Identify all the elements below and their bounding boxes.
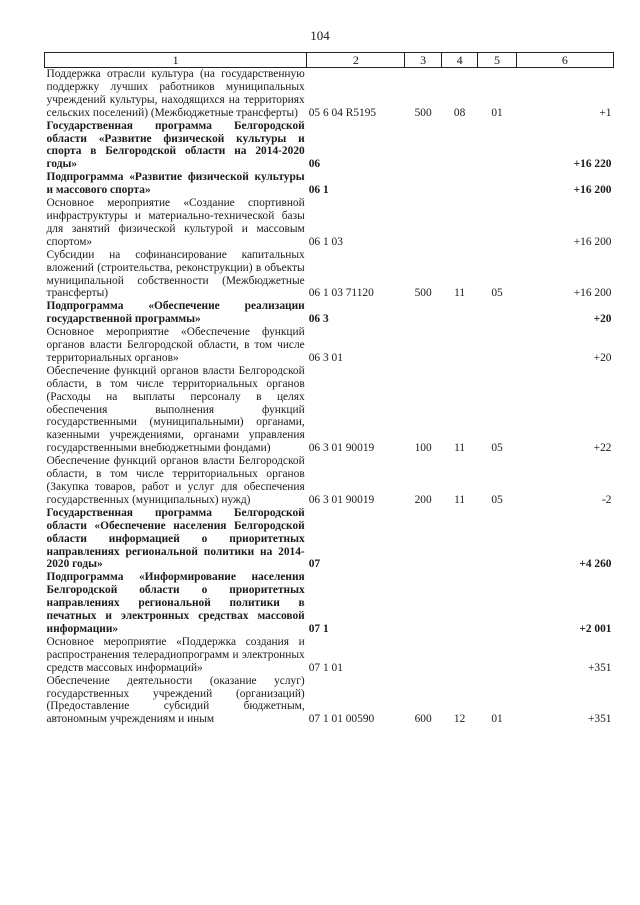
row-amount-cell: +4 260 xyxy=(579,558,612,571)
row-amount-cell: +20 xyxy=(593,351,612,364)
row-col4-cell: 12 xyxy=(453,713,466,726)
row-col3-cell xyxy=(405,571,441,636)
row-amount-cell: +351 xyxy=(587,713,612,726)
row-col3-cell xyxy=(405,326,441,365)
table-row xyxy=(45,300,614,326)
row-col3-cell: 500 xyxy=(414,287,432,300)
row-col3-cell xyxy=(405,507,441,572)
row-col5-cell xyxy=(478,300,516,326)
row-code-cell: 06 3 01 xyxy=(308,351,343,364)
row-col3-cell xyxy=(405,636,441,675)
row-name-cell: Подпрограмма «Развитие физической культуры и массового спорта» xyxy=(46,171,305,197)
row-code-cell: 06 1 xyxy=(308,184,329,197)
row-col5-cell xyxy=(478,571,516,636)
row-name-cell: Подпрограмма «Информирование населения Белгородской области о приоритетных направлениях региональной политики в печатных и электронных средствах массовой информации» xyxy=(46,571,305,635)
row-col5-cell xyxy=(478,636,516,675)
row-code-cell: 06 3 01 90019 xyxy=(308,493,375,506)
row-amount-cell: +2 001 xyxy=(579,622,612,635)
table-row xyxy=(45,507,614,572)
row-col4-cell xyxy=(441,300,477,326)
row-col3-cell: 600 xyxy=(414,713,432,726)
row-col5-cell xyxy=(478,171,516,197)
row-amount-cell: +1 xyxy=(599,106,612,119)
row-col5-cell: 05 xyxy=(491,287,503,300)
row-col4-cell xyxy=(441,571,477,636)
row-col4-cell xyxy=(441,326,477,365)
page-number: 104 xyxy=(310,28,330,43)
row-amount-cell: -2 xyxy=(602,493,612,506)
row-col3-cell: 200 xyxy=(414,493,432,506)
row-name-cell: Поддержка отрасли культура (на государственную поддержку лучших работников муниципальных учреждений культуры, находящихся на территориях сельских поселений) (Межбюджетные трансферты) xyxy=(46,68,305,119)
row-name-cell: Субсидии на софинансирование капитальных вложений (строительства, реконструкции) в объекты муниципальной собственности (Межбюджетные трансферты) xyxy=(46,248,305,300)
row-name-cell: Государственная программа Белгородской области «Развитие физической культуры и спорта в Белгородской области на 2014-2020 годы» xyxy=(46,119,305,171)
row-col5-cell xyxy=(478,326,516,365)
row-col4-cell xyxy=(441,507,477,572)
row-col5-cell: 05 xyxy=(491,493,503,506)
table-row xyxy=(45,249,614,301)
row-col4-cell: 11 xyxy=(454,442,466,455)
row-code-cell: 07 1 01 00590 xyxy=(308,713,375,726)
header-cell-3: 3 xyxy=(405,53,441,68)
row-col5-cell xyxy=(478,507,516,572)
table-row xyxy=(45,197,614,249)
row-name-cell: Основное мероприятие «Создание спортивной инфраструктуры и материально-технической базы для занятий физической культурой и массовым спортом» xyxy=(46,197,305,248)
row-name-cell: Обеспечение функций органов власти Белгородской области, в том числе территориальных органов (Расходы на выплаты персоналу в целях обеспечения выполнения функций государственными (муниципальными) органами, казенными учреждениями, органами управления государственными внебюджетными фондами) xyxy=(46,364,305,455)
row-col4-cell: 11 xyxy=(454,287,466,300)
row-amount-cell: +16 220 xyxy=(573,158,612,171)
row-col3-cell: 100 xyxy=(414,442,432,455)
header-cell-1: 1 xyxy=(45,53,307,68)
row-name-cell: Основное мероприятие «Обеспечение функций органов власти Белгородской области, в том числе территориальных органов» xyxy=(46,326,305,364)
table-row xyxy=(45,68,614,120)
row-code-cell: 06 xyxy=(308,158,321,171)
row-code-cell: 06 3 xyxy=(308,313,329,326)
row-col4-cell: 08 xyxy=(453,106,466,119)
row-name-cell: Обеспечение деятельности (оказание услуг) государственных учреждений (организаций) (Предоставление субсидий бюджетным, автономным учреждениям и иным xyxy=(46,674,305,726)
row-col4-cell xyxy=(441,171,477,197)
row-col3-cell: 500 xyxy=(414,106,432,119)
row-amount-cell: +16 200 xyxy=(573,287,612,300)
row-amount-cell: +16 200 xyxy=(573,235,612,248)
table-row xyxy=(45,365,614,455)
budget-table xyxy=(44,52,614,726)
row-code-cell: 06 1 03 xyxy=(308,235,343,248)
table-header-row xyxy=(45,53,614,68)
table-row xyxy=(45,571,614,636)
header-cell-4: 4 xyxy=(441,53,477,68)
row-col5-cell xyxy=(478,197,516,249)
row-col5-cell: 05 xyxy=(491,442,503,455)
row-name-cell: Обеспечение функций органов власти Белгородской области, в том числе территориальных органов (Закупка товаров, работ и услуг для обеспечения государственных (муниципальных) нужд) xyxy=(46,455,305,506)
row-col5-cell: 01 xyxy=(491,713,503,726)
row-col5-cell: 01 xyxy=(491,106,503,119)
table-row xyxy=(45,120,614,172)
row-code-cell: 06 3 01 90019 xyxy=(308,442,375,455)
row-col3-cell xyxy=(405,171,441,197)
row-amount-cell: +351 xyxy=(587,661,612,674)
row-name-cell: Основное мероприятие «Поддержка создания и распространения телерадиопрограмм и электронных средств массовых информаций» xyxy=(46,635,305,674)
row-col3-cell xyxy=(405,197,441,249)
table-row xyxy=(45,675,614,727)
row-code-cell: 06 1 03 71120 xyxy=(308,287,374,300)
row-amount-cell: +22 xyxy=(593,442,612,455)
row-amount-cell: +16 200 xyxy=(573,184,612,197)
row-col3-cell xyxy=(405,300,441,326)
row-code-cell: 07 xyxy=(308,558,321,571)
table-row xyxy=(45,636,614,675)
row-name-cell: Подпрограмма «Обеспечение реализации государственной программы» xyxy=(46,300,305,326)
row-code-cell: 07 1 01 xyxy=(308,661,343,674)
row-col4-cell xyxy=(441,197,477,249)
row-code-cell: 07 1 xyxy=(308,622,329,635)
row-col5-cell xyxy=(478,120,516,172)
header-cell-2: 2 xyxy=(307,53,405,68)
header-cell-5: 5 xyxy=(478,53,516,68)
table-row xyxy=(45,455,614,507)
table-row xyxy=(45,326,614,365)
row-col4-cell xyxy=(441,636,477,675)
row-col4-cell xyxy=(441,120,477,172)
table-row xyxy=(45,171,614,197)
row-col4-cell: 11 xyxy=(454,493,466,506)
row-name-cell: Государственная программа Белгородской области «Обеспечение населения Белгородской области информацией о приоритетных направлениях региональной политики на 2014-2020 годы» xyxy=(46,506,305,571)
row-col3-cell xyxy=(405,120,441,172)
row-amount-cell: +20 xyxy=(593,313,612,326)
row-code-cell: 05 6 04 R5195 xyxy=(308,106,377,119)
header-cell-6: 6 xyxy=(516,53,613,68)
